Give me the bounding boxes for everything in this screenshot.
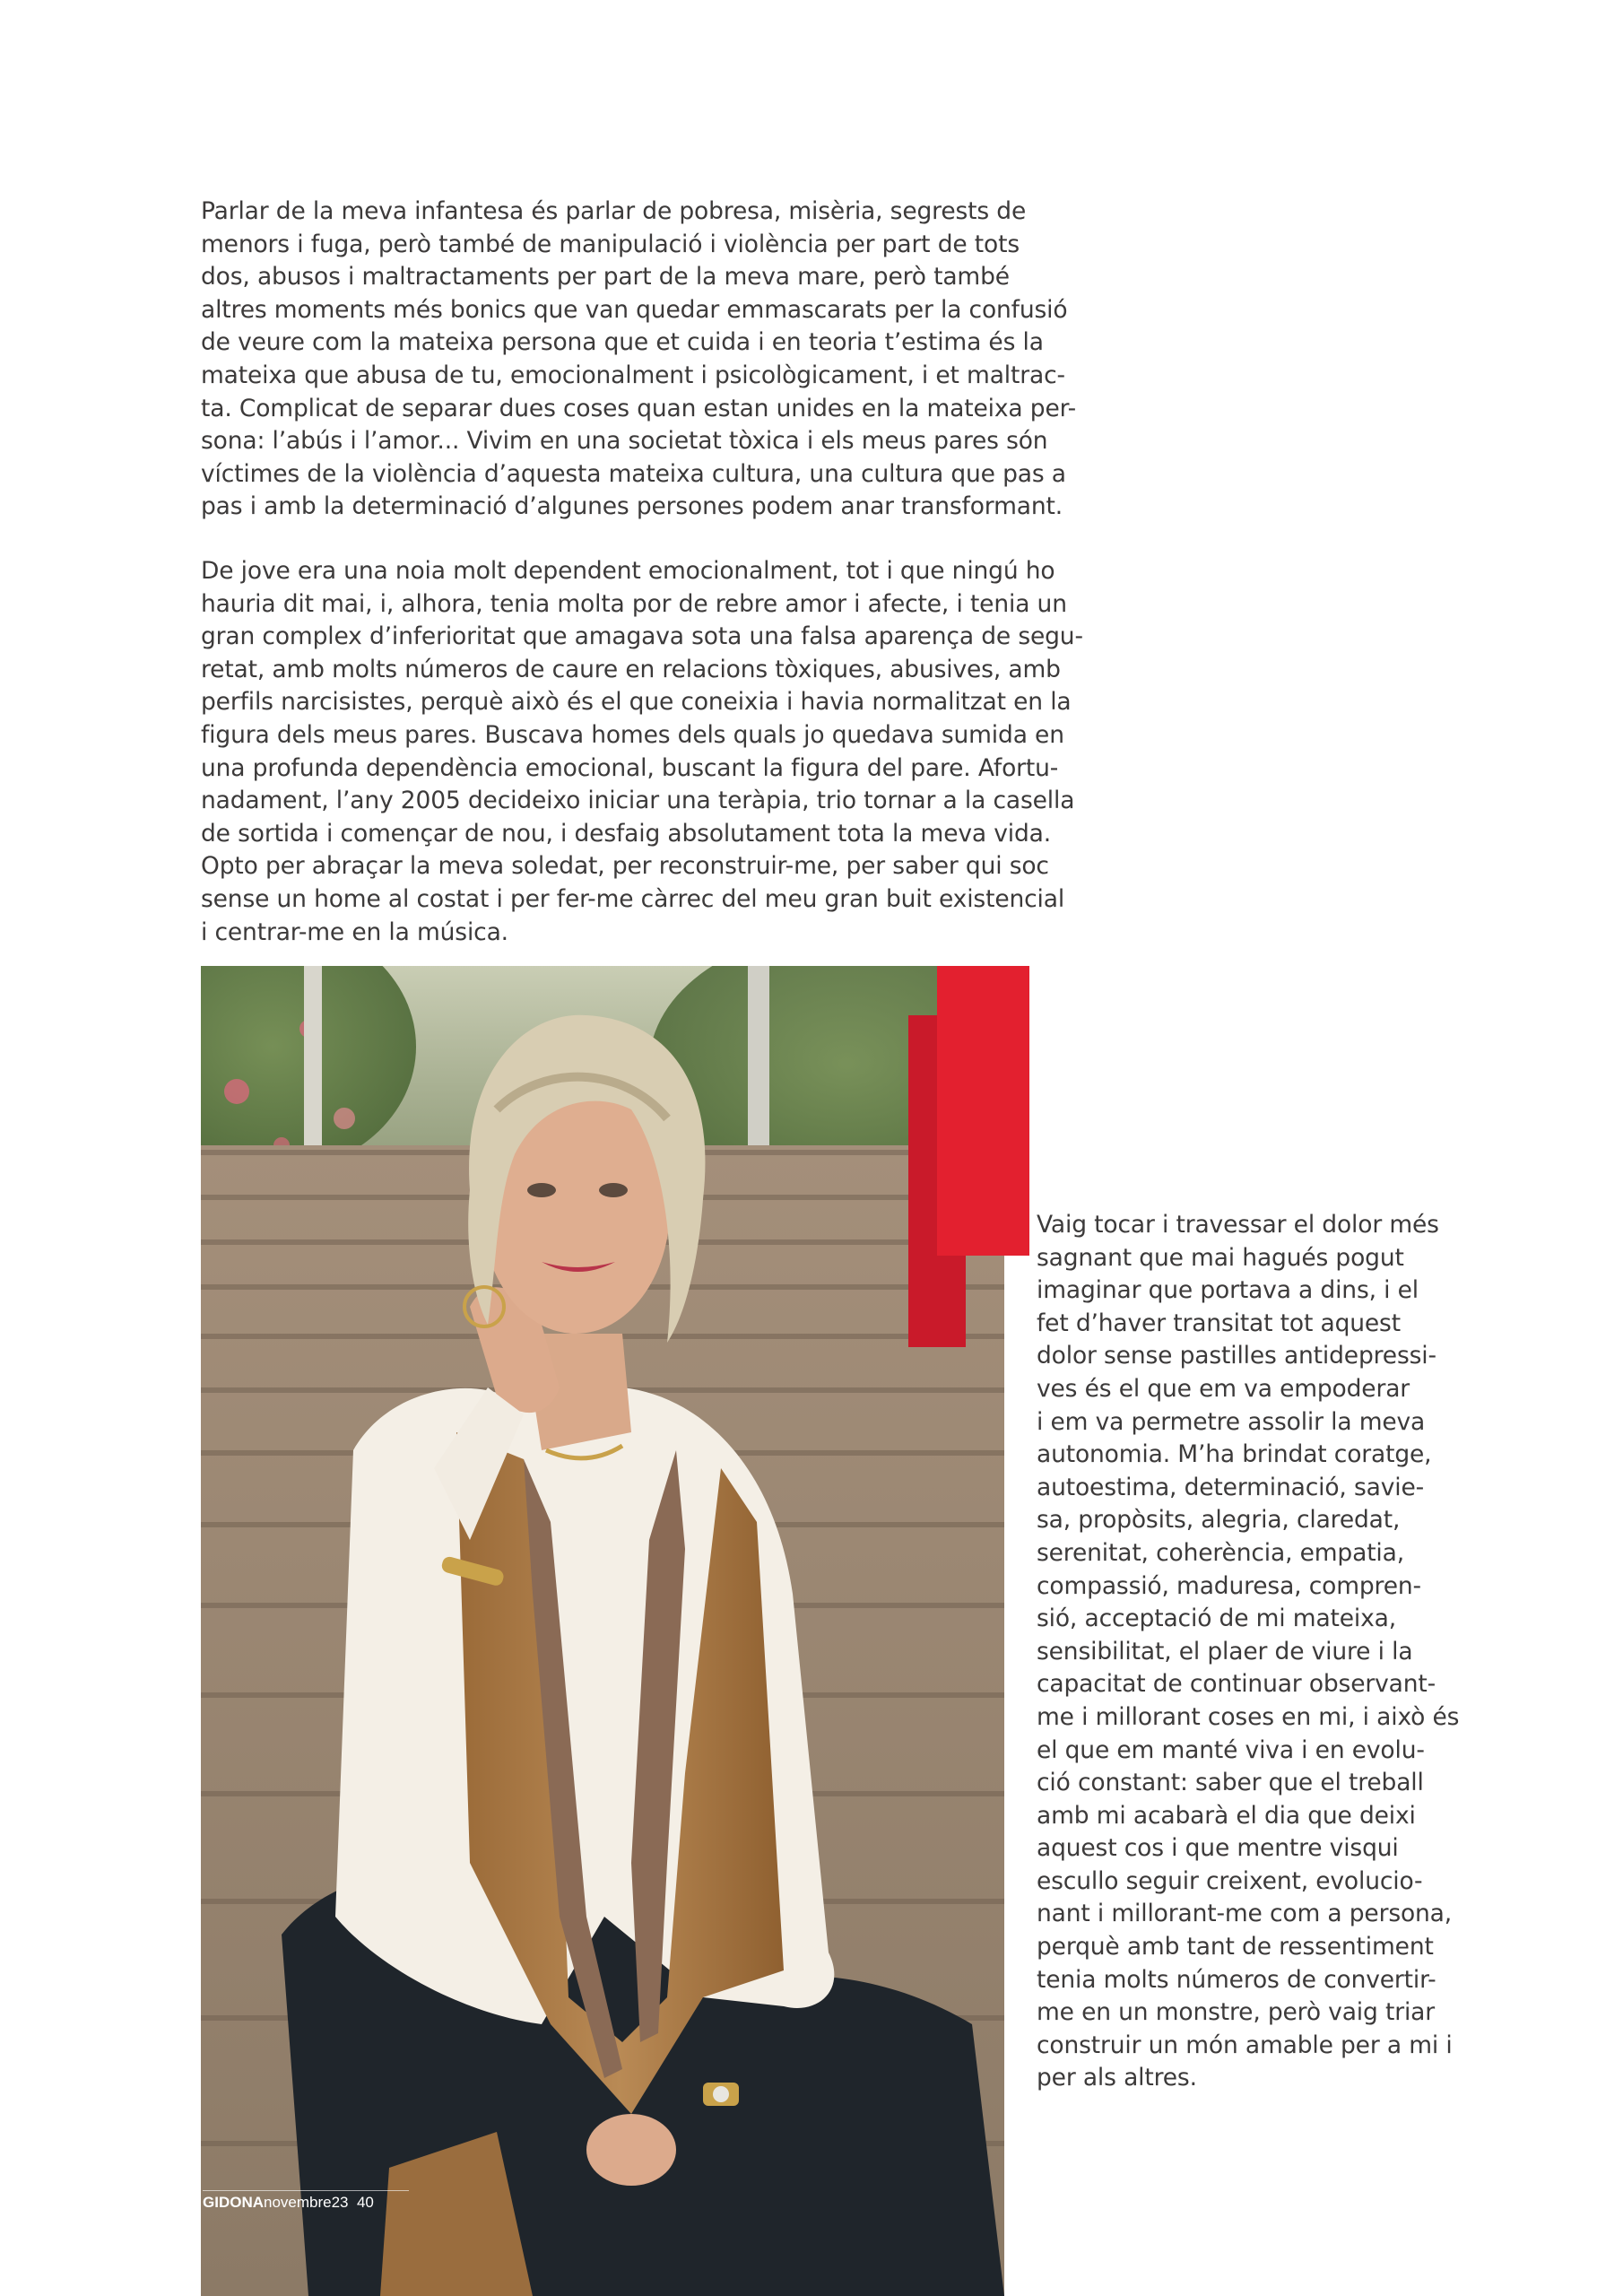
body-paragraph-1 xyxy=(201,196,1077,524)
text-line: sió, acceptació de mi mateixa, xyxy=(1037,1605,1397,1633)
text-line: compassió, maduresa, compren- xyxy=(1037,1571,1421,1600)
page-number: 40 xyxy=(356,2194,374,2211)
footer-rule xyxy=(203,2190,409,2191)
sidebar-paragraph xyxy=(1037,1209,1460,2095)
magazine-name: GIDONA xyxy=(203,2194,264,2211)
text-line: De jove era una noia molt dependent emocionalment, tot i que ningú ho xyxy=(201,557,1055,585)
text-line: nant i millorant-me com a persona, xyxy=(1037,1900,1453,1928)
body-paragraph-2 xyxy=(201,555,1083,949)
text-line: menors i fuga, però també de manipulació i violència per part de tots xyxy=(201,230,1020,258)
text-line: una profunda dependència emocional, buscant la figura del pare. Afortu- xyxy=(201,753,1059,782)
text-line: autonomia. M’ha brindat coratge, xyxy=(1037,1440,1432,1469)
text-line: sensibilitat, el plaer de viure i la xyxy=(1037,1637,1413,1665)
text-line: de veure com la mateixa persona que et cuida i en teoria t’estima és la xyxy=(201,328,1044,357)
text-line: dolor sense pastilles antidepressi- xyxy=(1037,1342,1436,1370)
text-line: retat, amb molts números de caure en relacions tòxiques, abusives, amb xyxy=(201,655,1061,683)
text-line: perquè amb tant de ressentiment xyxy=(1037,1933,1434,1961)
text-line: sense un home al costat i per fer-me càrrec del meu gran buit existencial xyxy=(201,884,1065,913)
text-line: capacitat de continuar observant- xyxy=(1037,1670,1436,1699)
text-line: gran complex d’inferioritat que amagava sota una falsa aparença de segu- xyxy=(201,622,1083,651)
text-line: Parlar de la meva infantesa és parlar de pobresa, misèria, segrests de xyxy=(201,197,1027,225)
text-line: me i millorant coses en mi, i això és xyxy=(1037,1702,1460,1731)
text-line: fet d’haver transitat tot aquest xyxy=(1037,1309,1401,1337)
text-line: hauria dit mai, i, alhora, tenia molta por de rebre amor i afecte, i tenia un xyxy=(201,589,1067,618)
text-line: ves és el que em va empoderar xyxy=(1037,1374,1410,1403)
text-line: i em va permetre assolir la meva xyxy=(1037,1407,1426,1436)
issue-label: novembre23 xyxy=(264,2194,349,2211)
text-line: dos, abusos i maltractaments per part de la meva mare, però també xyxy=(201,263,1010,291)
text-line: sagnant que mai hagués pogut xyxy=(1037,1243,1404,1272)
text-line: nadament, l’any 2005 decideixo iniciar una teràpia, trio tornar a la casella xyxy=(201,787,1075,815)
text-line: amb mi acabarà el dia que deixi xyxy=(1037,1801,1416,1830)
text-line: me en un monstre, però vaig triar xyxy=(1037,1998,1435,2027)
text-line: i centrar-me en la música. xyxy=(201,918,508,946)
text-line: de sortida i començar de nou, i desfaig absolutament tota la meva vida. xyxy=(201,819,1052,848)
text-line: escullo seguir creixent, evolucio- xyxy=(1037,1866,1423,1895)
text-line: mateixa que abusa de tu, emocionalment i psicològicament, i et maltrac- xyxy=(201,361,1065,389)
red-accent-graphic xyxy=(908,966,1029,1347)
text-line: ció constant: saber que el treball xyxy=(1037,1769,1424,1797)
portrait-illustration xyxy=(201,966,1004,2296)
text-line: per als altres. xyxy=(1037,2064,1197,2092)
text-line: sa, propòsits, alegria, claredat, xyxy=(1037,1506,1401,1535)
text-line: Vaig tocar i travessar el dolor més xyxy=(1037,1211,1439,1239)
text-line: víctimes de la violència d’aquesta mateixa cultura, una cultura que pas a xyxy=(201,459,1066,488)
text-line: perfils narcisistes, perquè això és el que coneixia i havia normalitzat en la xyxy=(201,688,1072,717)
text-line: sona: l’abús i l’amor... Vivim en una societat tòxica i els meus pares són xyxy=(201,427,1048,456)
text-line: el que em manté viva i en evolu- xyxy=(1037,1735,1425,1764)
portrait-photo xyxy=(201,966,1004,2296)
text-line: Opto per abraçar la meva soledat, per reconstruir-me, per saber qui soc xyxy=(201,852,1049,881)
text-line: imaginar que portava a dins, i el xyxy=(1037,1276,1419,1305)
text-line: pas i amb la determinació d’algunes persones podem anar transformant. xyxy=(201,492,1063,521)
text-line: figura dels meus pares. Buscava homes dels quals jo quedava sumida en xyxy=(201,720,1064,749)
text-line: construir un món amable per a mi i xyxy=(1037,2031,1453,2059)
text-line: altres moments més bonics que van quedar emmascarats per la confusió xyxy=(201,295,1068,324)
page-footer xyxy=(203,2194,374,2212)
text-line: ta. Complicat de separar dues coses quan estan unides en la mateixa per- xyxy=(201,394,1077,422)
text-line: autoestima, determinació, savie- xyxy=(1037,1473,1425,1501)
text-line: serenitat, coherència, empatia, xyxy=(1037,1538,1405,1567)
text-line: tenia molts números de convertir- xyxy=(1037,1965,1436,1994)
text-line: aquest cos i que mentre visqui xyxy=(1037,1834,1399,1863)
